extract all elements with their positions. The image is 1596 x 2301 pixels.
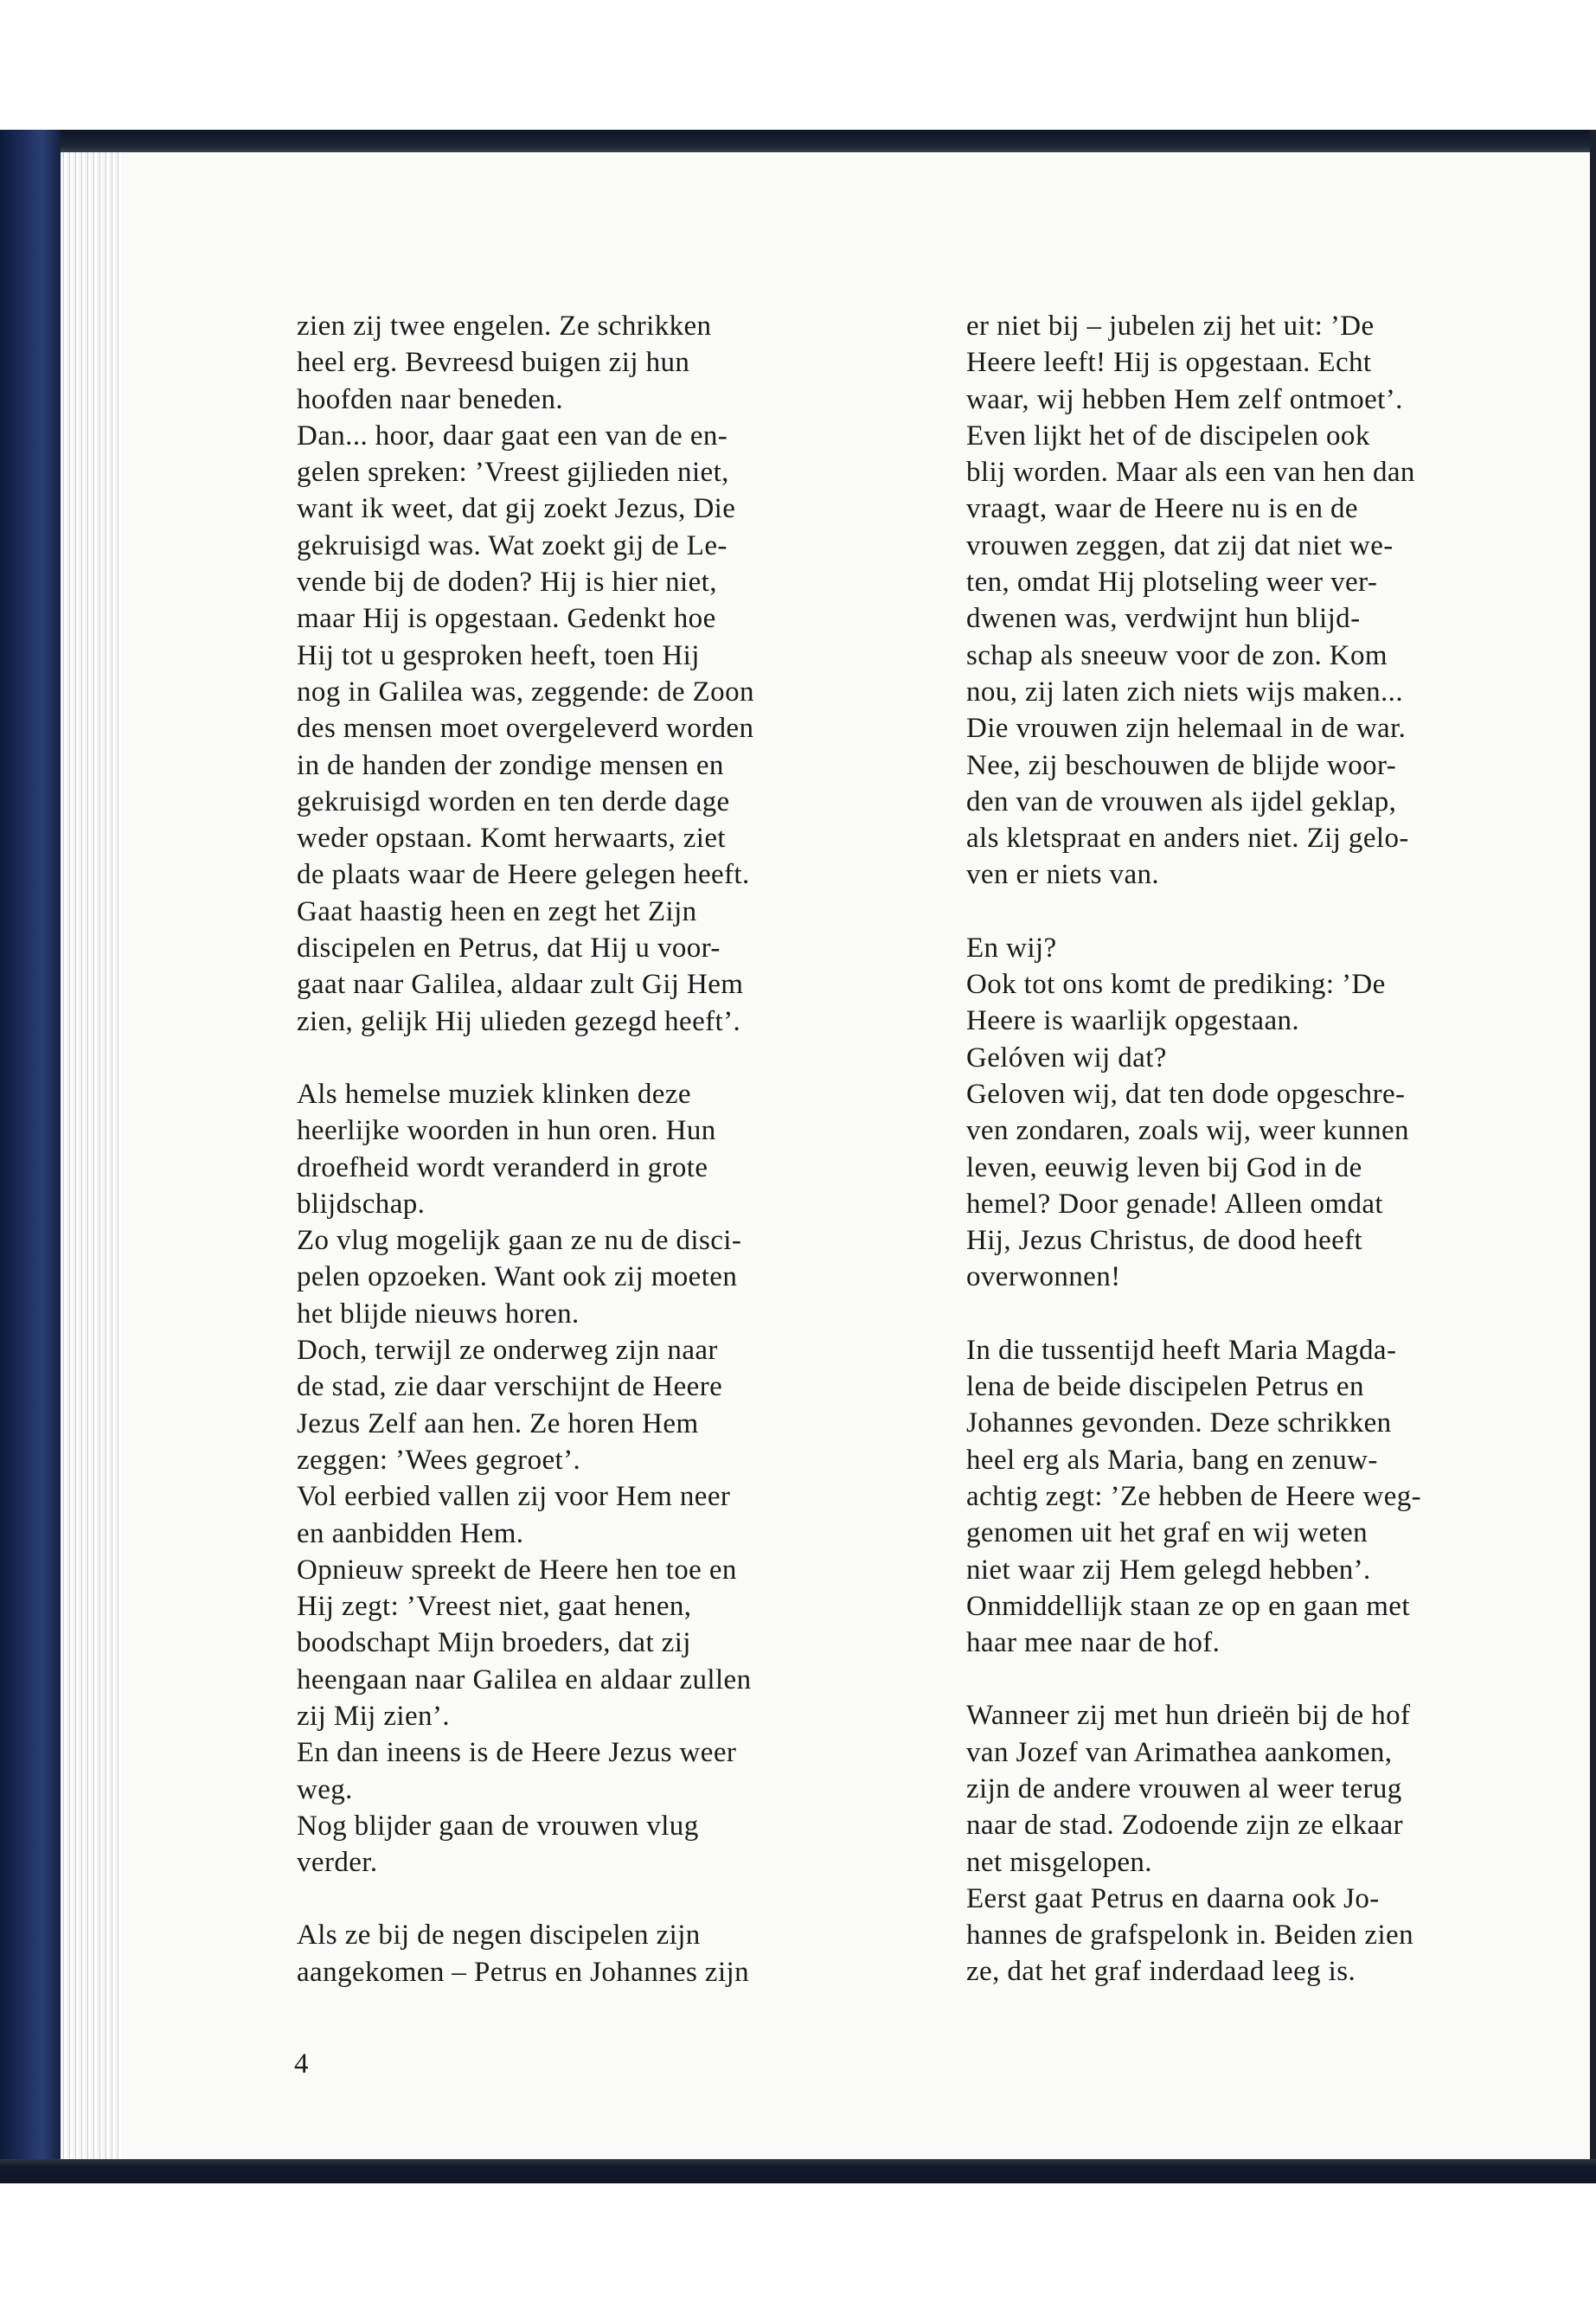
text-line: Zo vlug mogelijk gaan ze nu de disci- <box>297 1225 742 1257</box>
text-line: droefheid wordt veranderd in grote <box>297 1151 708 1183</box>
paragraph <box>966 1332 1529 1662</box>
scan-frame-top <box>0 130 1596 152</box>
text-line: lena de beide discipelen Petrus en <box>966 1371 1364 1403</box>
scan-frame-bottom <box>0 2159 1596 2183</box>
text-line: En dan ineens is de Heere Jezus weer <box>297 1737 737 1769</box>
text-line: En wij? <box>966 932 1057 964</box>
text-line: want ik weet, dat gij zoekt Jezus, Die <box>297 493 736 525</box>
text-line: de plaats waar de Heere gelegen heeft. <box>297 859 750 891</box>
text-line: ten, omdat Hij plotseling weer ver- <box>966 567 1378 599</box>
text-line: net misgelopen. <box>966 1846 1152 1878</box>
text-line: heerlijke woorden in hun oren. Hun <box>297 1115 716 1147</box>
text-line: heel erg als Maria, bang en zenuw- <box>966 1444 1378 1476</box>
text-line: zien, gelijk Hij ulieden gezegd heeft’. <box>297 1005 741 1037</box>
text-line: hemel? Door genade! Alleen omdat <box>966 1188 1383 1220</box>
text-line: zij Mij zien’. <box>297 1700 450 1732</box>
text-line: naar de stad. Zodoende zijn ze elkaar <box>966 1810 1403 1842</box>
text-line: Jezus Zelf aan hen. Ze horen Hem <box>297 1407 699 1439</box>
text-line: de stad, zie daar verschijnt de Heere <box>297 1371 723 1403</box>
text-line: blijdschap. <box>297 1188 426 1220</box>
text-line: vrouwen zeggen, dat zij dat niet we- <box>966 529 1394 561</box>
text-line: heel erg. Bevreesd buigen zij hun <box>297 347 690 379</box>
text-line: overwonnen! <box>966 1261 1121 1293</box>
text-line: nou, zij laten zich niets wijs maken... <box>966 676 1403 708</box>
text-line: Gaat haastig heen en zegt het Zijn <box>297 895 697 927</box>
text-line: hoofden naar beneden. <box>297 383 564 415</box>
left-text-column <box>297 308 859 1990</box>
text-line: gekruisigd was. Wat zoekt gij de Le- <box>297 529 727 561</box>
text-line: Die vrouwen zijn helemaal in de war. <box>966 713 1407 745</box>
text-line: Johannes gevonden. Deze schrikken <box>966 1407 1392 1439</box>
page-number: 4 <box>294 2048 309 2080</box>
text-line: niet waar zij Hem gelegd hebben’. <box>966 1554 1371 1586</box>
text-line: Nee, zij beschouwen de blijde woor- <box>966 749 1397 781</box>
text-line: zeggen: ’Wees gegroet’. <box>297 1444 581 1476</box>
text-line: Ook tot ons komt de prediking: ’De <box>966 969 1386 1001</box>
text-line: gekruisigd worden en ten derde dage <box>297 785 730 817</box>
paragraph <box>966 1697 1529 1990</box>
text-line: zien zij twee engelen. Ze schrikken <box>297 311 712 342</box>
text-line: gelen spreken: ’Vreest gijlieden niet, <box>297 457 729 489</box>
text-line: Geloven wij, dat ten dode opgeschre- <box>966 1078 1406 1110</box>
text-line: discipelen en Petrus, dat Hij u voor- <box>297 933 721 965</box>
text-line: Opnieuw spreekt de Heere hen toe en <box>297 1554 737 1586</box>
right-text-column <box>966 308 1529 1990</box>
text-line: vende bij de doden? Hij is hier niet, <box>297 567 717 599</box>
text-line: vraagt, waar de Heere nu is en de <box>966 493 1358 525</box>
text-line: Nog blijder gaan de vrouwen vlug <box>297 1810 699 1842</box>
text-line: Als hemelse muziek klinken deze <box>297 1078 691 1110</box>
text-line: leven, eeuwig leven bij God in de <box>966 1151 1362 1183</box>
paragraph <box>297 1076 859 1881</box>
text-line: schap als sneeuw voor de zon. Kom <box>966 639 1388 671</box>
text-line: Onmiddellijk staan ze op en gaan met <box>966 1590 1410 1622</box>
paragraph <box>966 308 1529 894</box>
text-line: in de handen der zondige mensen en <box>297 749 724 781</box>
paragraph <box>297 1917 859 1990</box>
page-edges <box>61 152 122 2159</box>
text-line: des mensen moet overgeleverd worden <box>297 713 754 745</box>
text-line: boodschapt Mijn broeders, dat zij <box>297 1627 691 1659</box>
text-line: Gelóven wij dat? <box>966 1042 1167 1074</box>
text-line: Dan... hoor, daar gaat een van de en- <box>297 420 728 452</box>
text-line: ze, dat het graf inderdaad leeg is. <box>966 1956 1356 1988</box>
text-line: Hij tot u gesproken heeft, toen Hij <box>297 639 700 671</box>
text-line: het blijde nieuws horen. <box>297 1298 580 1330</box>
paragraph <box>966 930 1529 1296</box>
text-line: heengaan naar Galilea en aldaar zullen <box>297 1663 752 1695</box>
text-line: er niet bij – jubelen zij het uit: ’De <box>966 311 1375 342</box>
text-line: ven zondaren, zoals wij, weer kunnen <box>966 1115 1409 1147</box>
text-line: In die tussentijd heeft Maria Magda- <box>966 1334 1397 1366</box>
text-line: achtig zegt: ’Ze hebben de Heere weg- <box>966 1480 1422 1512</box>
text-line: zijn de andere vrouwen al weer terug <box>966 1772 1402 1804</box>
text-line: als kletspraat en anders niet. Zij gelo- <box>966 823 1409 855</box>
text-line: Even lijkt het of de discipelen ook <box>966 420 1370 452</box>
text-line: pelen opzoeken. Want ook zij moeten <box>297 1261 738 1293</box>
text-line: hannes de grafspelonk in. Beiden zien <box>966 1920 1413 1952</box>
text-line: blij worden. Maar als een van hen dan <box>966 457 1415 489</box>
text-line: maar Hij is opgestaan. Gedenkt hoe <box>297 603 716 635</box>
text-line: van Jozef van Arimathea aankomen, <box>966 1736 1393 1768</box>
text-line: Hij, Jezus Christus, de dood heeft <box>966 1225 1363 1257</box>
text-line: weder opstaan. Komt herwaarts, ziet <box>297 823 726 855</box>
text-line: haar mee naar de hof. <box>966 1627 1221 1659</box>
text-line: Wanneer zij met hun drieën bij de hof <box>966 1700 1411 1732</box>
text-line: ven er niets van. <box>966 859 1160 891</box>
text-line: verder. <box>297 1847 378 1879</box>
text-line: Heere is waarlijk opgestaan. <box>966 1005 1300 1037</box>
text-line: Doch, terwijl ze onderweg zijn naar <box>297 1335 718 1367</box>
text-line: Als ze bij de negen discipelen zijn <box>297 1920 701 1952</box>
text-line: en aanbidden Hem. <box>297 1517 524 1549</box>
text-line: weg. <box>297 1773 353 1805</box>
text-line: waar, wij hebben Hem zelf ontmoet’. <box>966 383 1403 415</box>
text-line: genomen uit het graf en wij weten <box>966 1517 1368 1549</box>
text-line: Heere leeft! Hij is opgestaan. Echt <box>966 347 1372 379</box>
text-line: Vol eerbied vallen zij voor Hem neer <box>297 1481 731 1513</box>
scan-frame-right <box>1590 130 1596 2183</box>
text-line: Hij zegt: ’Vreest niet, gaat henen, <box>297 1591 692 1623</box>
text-line: aangekomen – Petrus en Johannes zijn <box>297 1956 750 1988</box>
text-line: den van de vrouwen als ijdel geklap, <box>966 785 1397 817</box>
text-line: Eerst gaat Petrus en daarna ook Jo- <box>966 1882 1380 1914</box>
text-line: nog in Galilea was, zeggende: de Zoon <box>297 676 754 708</box>
book-spine <box>0 130 61 2183</box>
paragraph <box>297 308 859 1040</box>
text-line: gaat naar Galilea, aldaar zult Gij Hem <box>297 969 744 1001</box>
text-line: dwenen was, verdwijnt hun blijd- <box>966 603 1361 635</box>
